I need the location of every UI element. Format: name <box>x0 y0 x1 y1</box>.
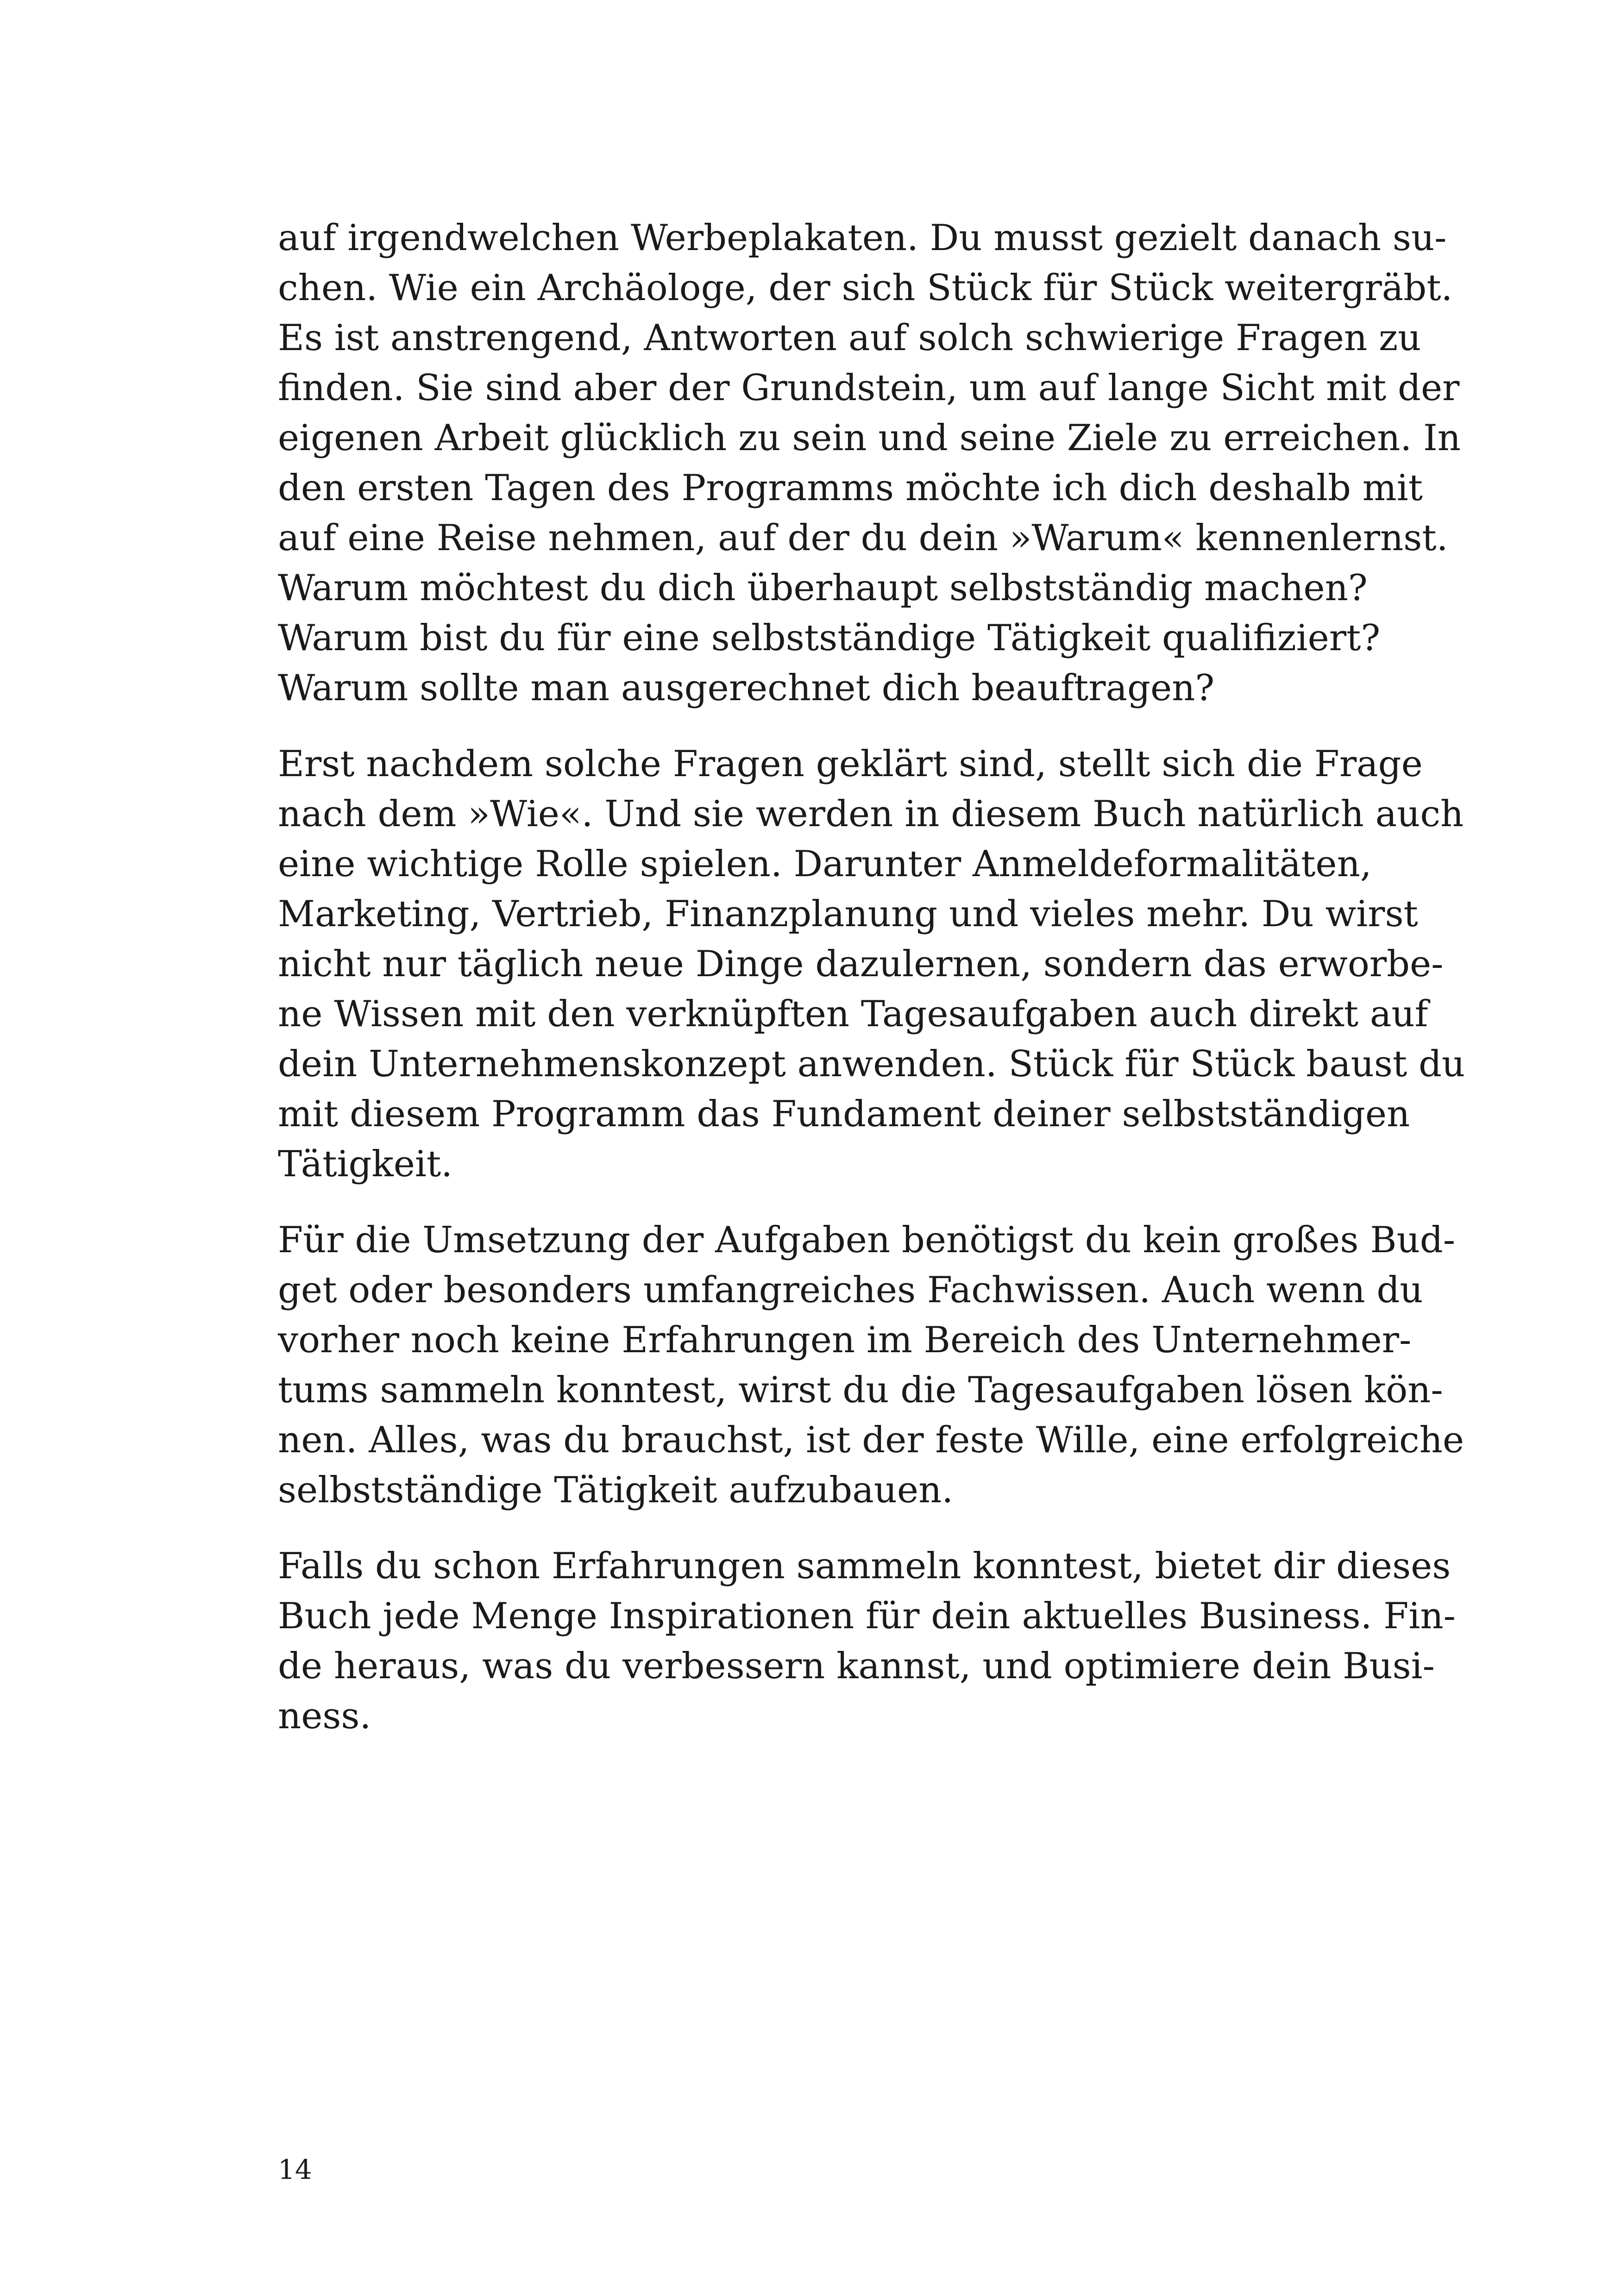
text-line: Warum bist du für eine selbstständige Tätigkeit qualifiziert? <box>278 617 1381 659</box>
text-line: ness. <box>278 1695 371 1737</box>
text-line: Buch jede Menge Inspirationen für dein aktuelles Business. Fin- <box>278 1595 1456 1637</box>
text-line: dein Unternehmenskonzept anwenden. Stück für Stück baust du <box>278 1043 1465 1085</box>
text-line: nen. Alles, was du brauchst, ist der feste Wille, eine erfolgreiche <box>278 1419 1464 1461</box>
text-line: de heraus, was du verbessern kannst, und optimiere dein Busi- <box>278 1645 1435 1687</box>
paragraph-gap <box>278 1189 1297 1215</box>
text-line: Falls du schon Erfahrungen sammeln konntest, bietet dir dieses <box>278 1545 1451 1587</box>
text-line: ne Wissen mit den verknüpften Tagesaufgaben auch direkt auf <box>278 993 1428 1035</box>
text-line: eine wichtige Rolle spielen. Darunter Anmeldeformalitäten, <box>278 843 1372 885</box>
body-text <box>278 213 1465 1741</box>
text-line: finden. Sie sind aber der Grundstein, um auf lange Sicht mit der <box>278 367 1460 409</box>
text-line: chen. Wie ein Archäologe, der sich Stück für Stück weitergräbt. <box>278 267 1453 309</box>
text-line: tums sammeln konntest, wirst du die Tagesaufgaben lösen kön- <box>278 1369 1443 1411</box>
text-line: nach dem »Wie«. Und sie werden in diesem Buch natürlich auch <box>278 793 1464 835</box>
paragraph-1 <box>278 213 1461 713</box>
text-line: Marketing, Vertrieb, Finanzplanung und vieles mehr. Du wirst <box>278 893 1418 935</box>
text-line: mit diesem Programm das Fundament deiner selbstständigen <box>278 1093 1410 1135</box>
paragraph-3 <box>278 1215 1464 1515</box>
text-line: Erst nachdem solche Fragen geklärt sind, stellt sich die Frage <box>278 743 1423 785</box>
text-line: Tätigkeit. <box>278 1143 453 1185</box>
text-line: Für die Umsetzung der Aufgaben benötigst du kein großes Bud- <box>278 1219 1456 1261</box>
text-line: den ersten Tagen des Programms möchte ich dich deshalb mit <box>278 467 1423 509</box>
text-line: eigenen Arbeit glücklich zu sein und seine Ziele zu erreichen. In <box>278 417 1461 459</box>
text-line: get oder besonders umfangreiches Fachwissen. Auch wenn du <box>278 1269 1423 1311</box>
text-line: nicht nur täglich neue Dinge dazulernen, sondern das erworbe- <box>278 943 1444 985</box>
text-line: vorher noch keine Erfahrungen im Bereich des Unternehmer- <box>278 1319 1412 1361</box>
paragraph-2 <box>278 739 1465 1189</box>
text-line: Warum sollte man ausgerechnet dich beauftragen? <box>278 667 1215 709</box>
paragraph-gap <box>278 713 1297 739</box>
page-number: 14 <box>278 2154 312 2185</box>
text-line: auf irgendwelchen Werbeplakaten. Du musst gezielt danach su- <box>278 217 1447 259</box>
text-line: auf eine Reise nehmen, auf der du dein »Warum« kennenlernst. <box>278 517 1448 559</box>
text-line: Es ist anstrengend, Antworten auf solch schwierige Fragen zu <box>278 317 1421 359</box>
paragraph-4 <box>278 1541 1456 1741</box>
text-line: Warum möchtest du dich überhaupt selbstständig machen? <box>278 567 1368 609</box>
paragraph-gap <box>278 1515 1297 1541</box>
text-line: selbstständige Tätigkeit aufzubauen. <box>278 1469 954 1511</box>
